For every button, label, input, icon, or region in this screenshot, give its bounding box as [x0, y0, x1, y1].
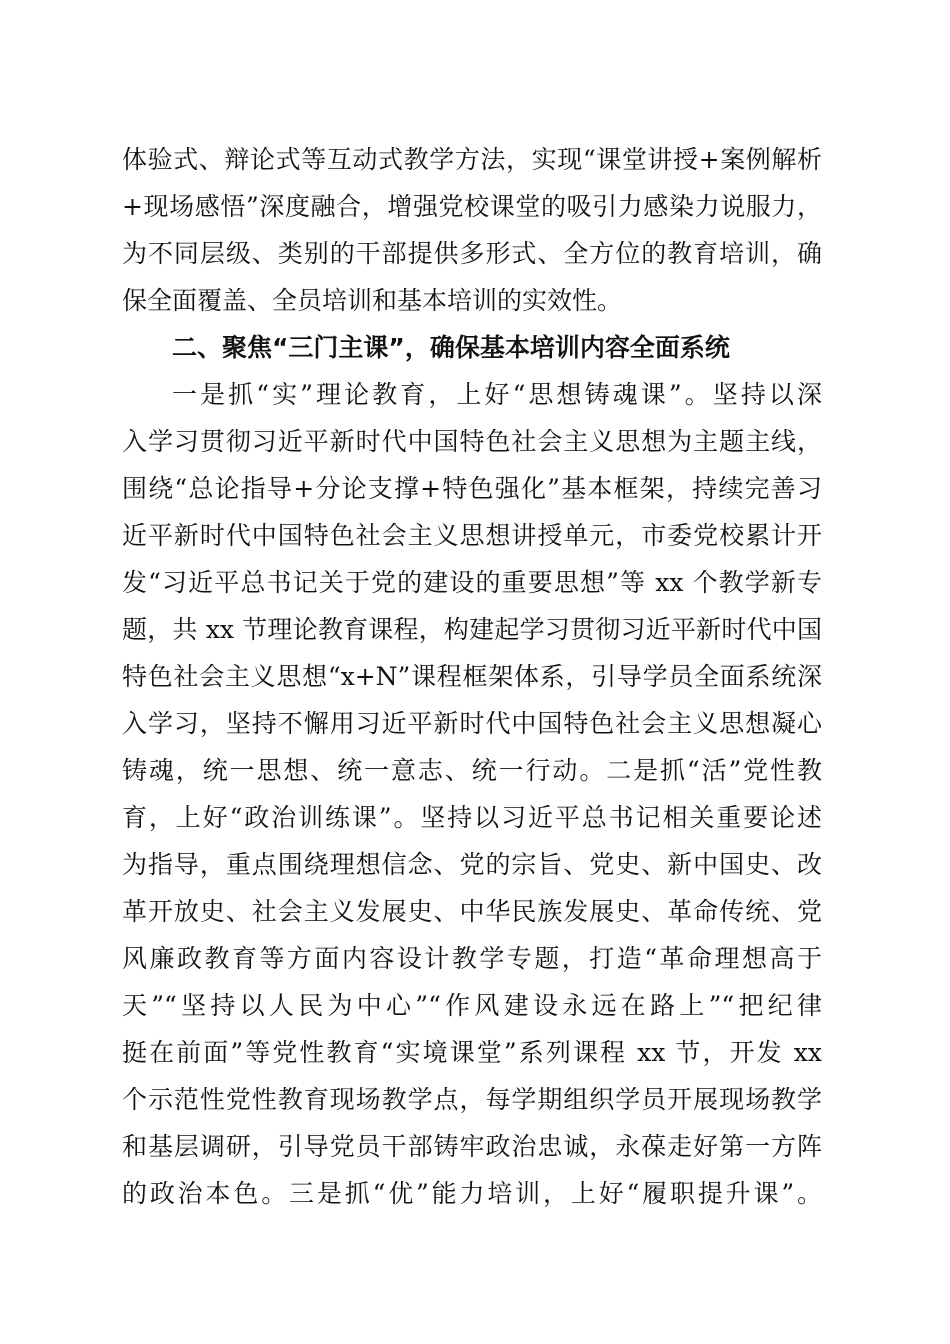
paragraph-line: 入学习贯彻习近平新时代中国特色社会主义思想为主题主线， — [122, 427, 822, 456]
paragraph-line: 和基层调研，引导党员干部铸牢政治忠诚，永葆走好第一方阵 — [122, 1132, 822, 1161]
paragraph-line: 个示范性党性教育现场教学点，每学期组织学员开展现场教学 — [122, 1085, 822, 1114]
paragraph-line: 题，共 xx 节理论教育课程，构建起学习贯彻习近平新时代中国 — [122, 615, 822, 644]
paragraph-line: 风廉政教育等方面内容设计教学专题，打造“革命理想高于 — [122, 944, 822, 973]
paragraph-line: +现场感悟”深度融合，增强党校课堂的吸引力感染力说服力， — [122, 192, 822, 221]
paragraph-line: 为指导，重点围绕理想信念、党的宗旨、党史、新中国史、改 — [122, 850, 822, 879]
paragraph-line: 挺在前面”等党性教育“实境课堂”系列课程 xx 节，开发 xx — [122, 1038, 822, 1067]
paragraph-line: 铸魂，统一思想、统一意志、统一行动。二是抓“活”党性教 — [122, 756, 822, 785]
paragraph-line: 特色社会主义思想“x+N”课程框架体系，引导学员全面系统深 — [122, 662, 822, 691]
paragraph-line: 一是抓“实”理论教育，上好“思想铸魂课”。坚持以深 — [172, 380, 822, 409]
paragraph-line: 为不同层级、类别的干部提供多形式、全方位的教育培训，确 — [122, 239, 822, 268]
paragraph-line: 发“习近平总书记关于党的建设的重要思想”等 xx 个教学新专 — [122, 568, 822, 597]
paragraph-line: 天”“坚持以人民为中心”“作风建设永远在路上”“把纪律 — [122, 991, 822, 1020]
paragraph-line: 近平新时代中国特色社会主义思想讲授单元，市委党校累计开 — [122, 521, 822, 550]
paragraph-line: 育，上好“政治训练课”。坚持以习近平总书记相关重要论述 — [122, 803, 822, 832]
paragraph-line: 革开放史、社会主义发展史、中华民族发展史、革命传统、党 — [122, 897, 822, 926]
paragraph-line: 保全面覆盖、全员培训和基本培训的实效性。 — [122, 286, 623, 315]
paragraph-line: 入学习，坚持不懈用习近平新时代中国特色社会主义思想凝心 — [122, 709, 822, 738]
paragraph-line: 体验式、辩论式等互动式教学方法，实现“课堂讲授+案例解析 — [122, 145, 822, 174]
section-heading: 二、聚焦“三门主课”，确保基本培训内容全面系统 — [172, 333, 730, 362]
paragraph-line: 的政治本色。三是抓“优”能力培训，上好“履职提升课”。 — [122, 1179, 822, 1208]
paragraph-line: 围绕“总论指导+分论支撑+特色强化”基本框架，持续完善习 — [122, 474, 822, 503]
